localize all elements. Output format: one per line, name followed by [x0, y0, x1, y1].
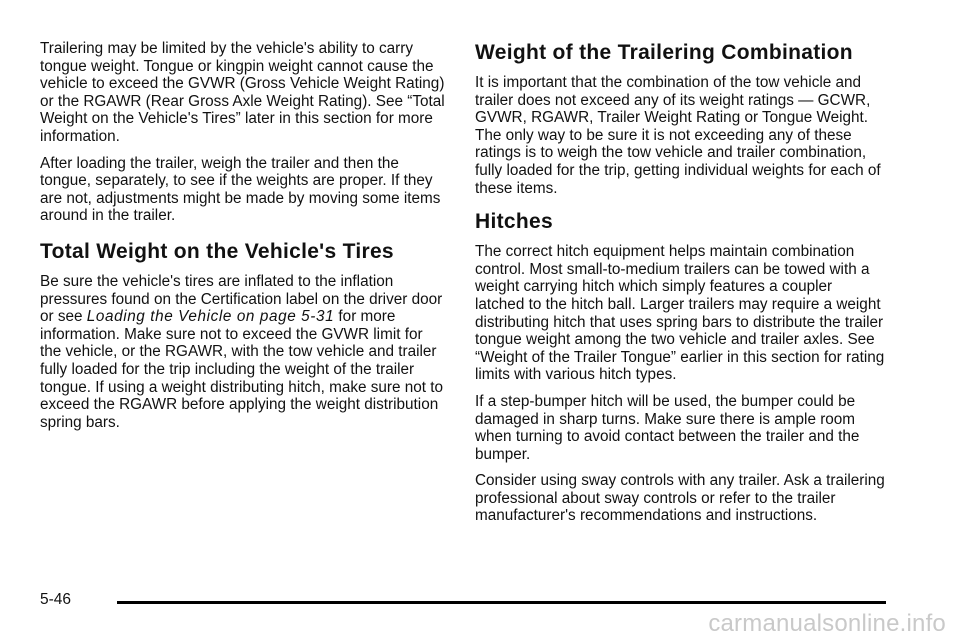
section-heading-combination: Weight of the Trailering Combination: [475, 41, 853, 64]
section-heading-total-weight: Total Weight on the Vehicle's Tires: [40, 239, 394, 263]
page-number: 5-46: [40, 591, 72, 608]
hitches-paragraph-2: If a step-bumper hitch will be used, the bumper could be damaged in sharp turns. Make sure there is ample room when turning to avoid contact between the trailer and the bumper.: [475, 392, 860, 463]
intro-paragraph-1: Trailering may be limited by the vehicle's ability to carry tongue weight. Tongue or kingpin weight cannot cause the vehicle to exceed the GVWR (Gross Vehicle Weight Rating) or the RGAWR (Rear Gross Axle Weight Rating). See “Total Weight on the Vehicle's Tires” later in this section for more information.: [40, 40, 445, 145]
page-footer: [40, 591, 116, 609]
total-weight-text-end: for more information. Make sure not to exceed the GVWR limit for the vehicle, or the RGAWR, with the tow vehicle and trailer fully loaded for the trip including the weight of the trailer tongue. If using a weight distributing hitch, make sure not to exceed the RGAWR before applying the weight distribution spring bars.: [40, 308, 444, 431]
total-weight-paragraph: [40, 273, 445, 431]
left-column: [40, 40, 445, 440]
hitches-paragraph-3: Consider using sway controls with any trailer. Ask a trailering professional about sway controls or refer to the trailer manufacturer's recommendations and instructions.: [475, 472, 885, 525]
hitches-paragraph-1: The correct hitch equipment helps maintain combination control. Most small-to-medium trailers can be towed with a weight carrying hitch which simply features a coupler latched to the hitch ball. Larger trailers may require a weight distributing hitch that uses spring bars to distribute the trailer tongue weight among the two vehicle and trailer axles. See “Weight of the Trailer Tongue” earlier in this section for rating limits with various hitch types.: [475, 243, 885, 384]
intro-paragraph-2: After loading the trailer, weigh the trailer and then the tongue, separately, to see if the weights are proper. If they are not, adjustments might be made by moving some items around in the trailer.: [40, 154, 441, 225]
loading-vehicle-reference-link[interactable]: Loading the Vehicle on page 5‑31: [86, 308, 335, 326]
total-weight-text-start: Be sure the vehicle's tires are inflated to the inflation pressures found on the Certification label on the driver door or see: [40, 272, 443, 326]
combination-paragraph: It is important that the combination of the tow vehicle and trailer does not exceed any of its weight ratings — GCWR, GVWR, RGAWR, Trailer Weight Rating or Tongue Weight. The only way to be sure it is not exceeding any of these ratings is to weigh the tow vehicle and trailer combination, fully loaded for the trip, getting individual weights for each of these items.: [475, 74, 881, 197]
right-column: [475, 40, 885, 534]
footer-rule: [117, 601, 886, 604]
watermark: carmanualsonline.info: [708, 610, 946, 637]
section-heading-hitches: Hitches: [475, 210, 553, 234]
